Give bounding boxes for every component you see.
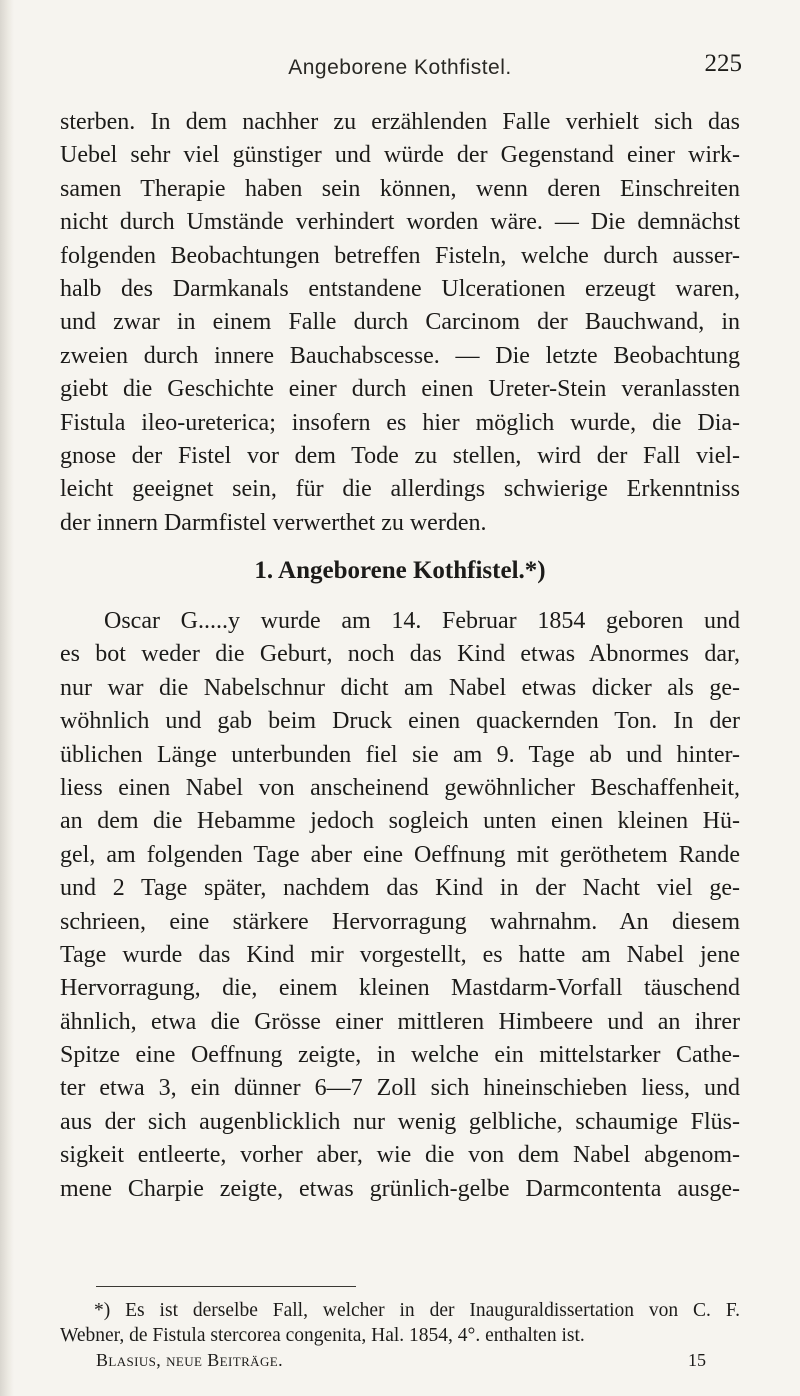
text-line: ähnlich, etwa die Grösse einer mittleren Himbeere und an ihrer bbox=[60, 1008, 740, 1035]
text-line: schrieen, eine stärkere Hervorragung wahrnahm. An diesem bbox=[60, 908, 740, 935]
running-head-title: Angeborene Kothfistel. bbox=[288, 56, 512, 79]
text-line: gel, am folgenden Tage aber eine Oeffnung mit geröthetem Rande bbox=[60, 841, 740, 868]
text-line: Hervorragung, die, einem kleinen Mastdarm-Vorfall täuschend bbox=[60, 975, 740, 1002]
text-line: und zwar in einem Falle durch Carcinom der Bauchwand, in bbox=[60, 309, 740, 336]
text-line: sterben. In dem nachher zu erzählenden Falle verhielt sich das bbox=[60, 109, 740, 135]
text-line: Spitze eine Oeffnung zeigte, in welche ein mittelstarker Cathe- bbox=[60, 1042, 740, 1069]
paragraph-case bbox=[60, 605, 740, 1206]
text-line: und 2 Tage später, nachdem das Kind in der Nacht viel ge- bbox=[60, 875, 740, 902]
text-line: halb des Darmkanals entstandene Ulcerationen erzeugt waren, bbox=[60, 275, 740, 302]
text-line: es bot weder die Geburt, noch das Kind etwas Abnormes dar, bbox=[60, 641, 740, 668]
text-line: zweien durch innere Bauchabscesse. — Die letzte Beobachtung bbox=[60, 342, 740, 369]
text-line: üblichen Länge unterbunden fiel sie am 9. Tage ab und hinter- bbox=[60, 741, 740, 768]
text-line: aus der sich augenblicklich nur wenig gelbliche, schaumige Flüs- bbox=[60, 1108, 740, 1135]
text-line: Uebel sehr viel günstiger und würde der Gegenstand einer wirk- bbox=[60, 142, 740, 169]
text-line: gnose der Fistel vor dem Tode zu stellen, wird der Fall viel- bbox=[60, 442, 740, 469]
text-line: nicht durch Umstände verhindert worden wäre. — Die demnächst bbox=[60, 209, 740, 236]
text-line: leicht geeignet sein, für die allerdings schwierige Erkenntniss bbox=[60, 476, 740, 503]
text-line: Fistula ileo-ureterica; insofern es hier möglich wurde, die Dia- bbox=[60, 409, 740, 436]
binding-shadow bbox=[0, 0, 14, 1396]
signature-mark: 15 bbox=[688, 1350, 706, 1370]
signature-title: Blasius, neue Beiträge. bbox=[96, 1350, 283, 1370]
text-line: giebt die Geschichte einer durch einen Ureter-Stein veranlassten bbox=[60, 376, 740, 403]
footnote-divider bbox=[96, 1286, 356, 1287]
printer-signature bbox=[96, 1350, 706, 1374]
text-line: sigkeit entleerte, vorher aber, wie die von dem Nabel abgenom- bbox=[60, 1142, 740, 1169]
footnote-line: Webner, de Fistula stercorea congenita, Hal. 1854, 4°. enthalten ist. bbox=[60, 1325, 585, 1346]
text-line: der innern Darmfistel verwerthet zu werden. bbox=[60, 509, 487, 536]
text-line: folgenden Beobachtungen betreffen Fisteln, welche durch ausser- bbox=[60, 242, 740, 269]
text-line: ter etwa 3, ein dünner 6—7 Zoll sich hineinschieben liess, und bbox=[60, 1075, 740, 1102]
footnote-line: *) Es ist derselbe Fall, welcher in der Inauguraldissertation von C. F. bbox=[94, 1300, 740, 1321]
footnote bbox=[60, 1298, 740, 1348]
text-line: samen Therapie haben sein können, wenn deren Einschreiten bbox=[60, 175, 740, 202]
running-head bbox=[60, 50, 740, 90]
text-line: liess einen Nabel von anscheinend gewöhnlicher Beschaffenheit, bbox=[60, 774, 740, 801]
section-heading: 1. Angeborene Kothfistel.*) bbox=[254, 557, 546, 584]
text-line: wöhnlich und gab beim Druck einen quackernden Ton. In der bbox=[60, 708, 740, 735]
text-line: an dem die Hebamme jedoch sogleich unten einen kleinen Hü- bbox=[60, 808, 740, 835]
text-line: Tage wurde das Kind mir vorgestellt, es hatte am Nabel jene bbox=[60, 941, 740, 968]
paragraph-intro bbox=[60, 106, 740, 540]
page-number: 225 bbox=[704, 50, 742, 77]
text-line: mene Charpie zeigte, etwas grünlich-gelbe Darmcontenta ausge- bbox=[60, 1175, 740, 1202]
text-line: nur war die Nabelschnur dicht am Nabel etwas dicker als ge- bbox=[60, 674, 740, 701]
text-line: Oscar G.....y wurde am 14. Februar 1854 geboren und bbox=[104, 608, 740, 634]
